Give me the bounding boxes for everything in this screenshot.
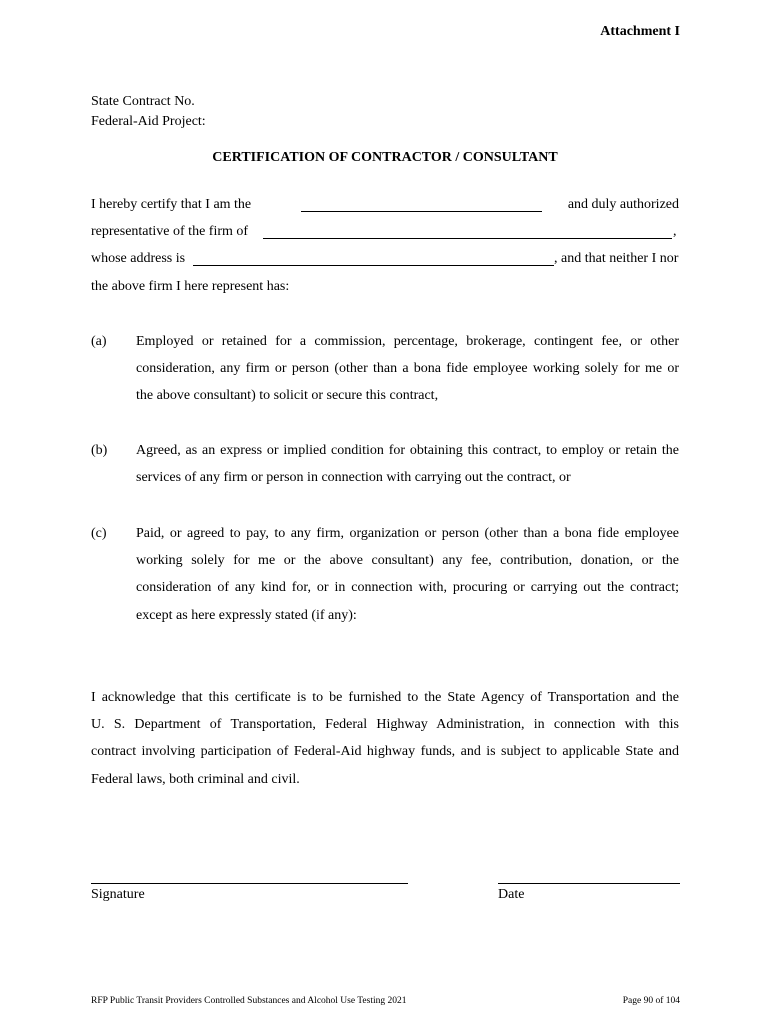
intro-line-4: the above firm I here represent has: [91, 279, 290, 294]
attachment-label: Attachment I [600, 24, 680, 39]
signature-label: Signature [91, 887, 145, 902]
item-c-line-1: Paid, or agreed to pay, to any firm, organization or person (other than a bona fide employee [136, 526, 679, 541]
document-title: CERTIFICATION OF CONTRACTOR / CONSULTANT [212, 150, 558, 165]
item-b-line-1: Agreed, as an express or implied condition for obtaining this contract, to employ or retain the [136, 443, 679, 458]
firm-name-blank-field[interactable] [263, 225, 672, 239]
item-c-label: (c) [91, 526, 107, 541]
signature-line[interactable] [91, 883, 408, 884]
item-c-line-3: consideration of any kind for, or in connection with, procuring or carrying out the contract; [136, 580, 679, 595]
footer-title: RFP Public Transit Providers Controlled Substances and Alcohol Use Testing 2021 [91, 996, 407, 1006]
item-c-line-2: working solely for me or the above consultant) any fee, contribution, donation, or the [136, 553, 679, 568]
intro-line-2b: , [673, 224, 677, 239]
acknowledge-line-2: U. S. Department of Transportation, Federal Highway Administration, in connection with this [91, 717, 679, 732]
intro-line-3a: whose address is [91, 251, 186, 266]
intro-line-3b: , and that neither I nor [554, 251, 679, 266]
title-blank-field[interactable] [301, 198, 542, 212]
intro-line-1a: I hereby certify that I am the [91, 197, 252, 212]
item-a-label: (a) [91, 334, 107, 349]
item-c-line-4: except as here expressly stated (if any): [136, 608, 357, 623]
acknowledge-line-1: I acknowledge that this certificate is to be furnished to the State Agency of Transportation and the [91, 690, 679, 705]
page-number: Page 90 of 104 [622, 996, 680, 1006]
item-b-label: (b) [91, 443, 108, 458]
item-a-line-1: Employed or retained for a commission, percentage, brokerage, contingent fee, or other [136, 334, 679, 349]
intro-line-1b: and duly authorized [567, 197, 679, 212]
acknowledge-line-3: contract involving participation of Federal-Aid highway funds, and is subject to applicable State and [91, 744, 679, 759]
state-contract-no: State Contract No. [91, 94, 195, 109]
date-line[interactable] [498, 883, 680, 884]
intro-line-2a: representative of the firm of [91, 224, 249, 239]
address-blank-field[interactable] [193, 252, 554, 266]
federal-aid-project: Federal-Aid Project: [91, 114, 206, 129]
item-a-line-3: the above consultant) to solicit or secure this contract, [136, 388, 439, 403]
acknowledge-line-4: Federal laws, both criminal and civil. [91, 772, 300, 787]
item-b-line-2: services of any firm or person in connection with carrying out the contract, or [136, 470, 571, 485]
date-label: Date [498, 887, 525, 902]
item-a-line-2: consideration, any firm or person (other than a bona fide employee working solely for me or [136, 361, 679, 376]
